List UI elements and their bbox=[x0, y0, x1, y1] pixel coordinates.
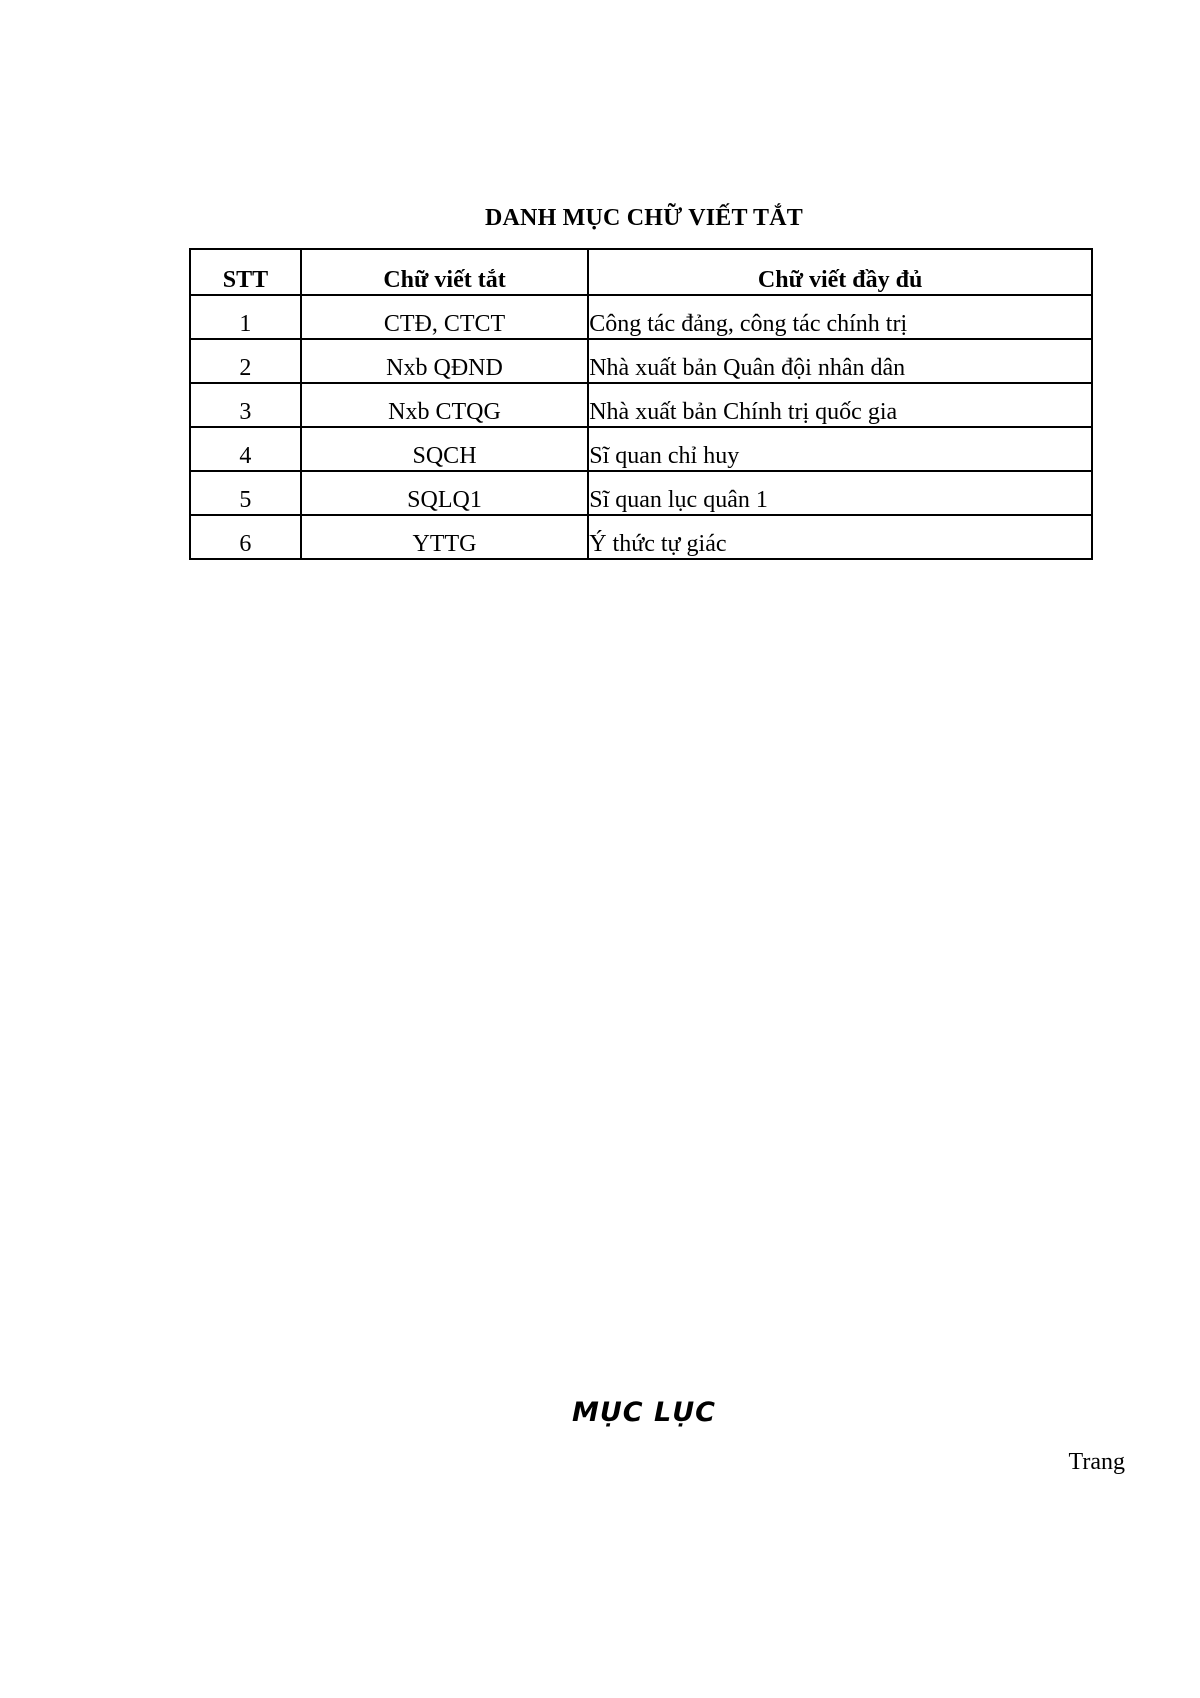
header-stt: STT bbox=[190, 249, 301, 295]
row-full-form: Công tác đảng, công tác chính trị bbox=[588, 295, 1092, 339]
abbreviations-title: DANH MỤC CHỮ VIẾT TẮT bbox=[484, 205, 804, 231]
row-stt: 4 bbox=[190, 427, 301, 471]
table-row bbox=[190, 427, 1092, 471]
table-row bbox=[190, 471, 1092, 515]
row-stt: 1 bbox=[190, 295, 301, 339]
row-stt: 5 bbox=[190, 471, 301, 515]
row-abbreviation: YTTG bbox=[301, 515, 588, 559]
row-stt: 2 bbox=[190, 339, 301, 383]
row-stt: 3 bbox=[190, 383, 301, 427]
row-full-form: Sĩ quan chỉ huy bbox=[588, 427, 1092, 471]
row-full-form: Sĩ quan lục quân 1 bbox=[588, 471, 1092, 515]
row-abbreviation: CTĐ, CTCT bbox=[301, 295, 588, 339]
row-full-form: Nhà xuất bản Chính trị quốc gia bbox=[588, 383, 1092, 427]
table-row bbox=[190, 515, 1092, 559]
header-full-form: Chữ viết đầy đủ bbox=[588, 249, 1092, 295]
table-row bbox=[190, 339, 1092, 383]
row-full-form: Nhà xuất bản Quân đội nhân dân bbox=[588, 339, 1092, 383]
abbreviations-table bbox=[189, 248, 1093, 560]
toc-page-label: Trang bbox=[1068, 1449, 1125, 1475]
row-abbreviation: Nxb QĐND bbox=[301, 339, 588, 383]
row-abbreviation: SQCH bbox=[301, 427, 588, 471]
toc-title: MỤC LỤC bbox=[572, 1397, 716, 1428]
row-full-form: Ý thức tự giác bbox=[588, 515, 1092, 559]
row-abbreviation: SQLQ1 bbox=[301, 471, 588, 515]
table-header-row bbox=[190, 249, 1092, 295]
table-row bbox=[190, 295, 1092, 339]
header-abbreviation: Chữ viết tắt bbox=[301, 249, 588, 295]
row-abbreviation: Nxb CTQG bbox=[301, 383, 588, 427]
table-row bbox=[190, 383, 1092, 427]
row-stt: 6 bbox=[190, 515, 301, 559]
